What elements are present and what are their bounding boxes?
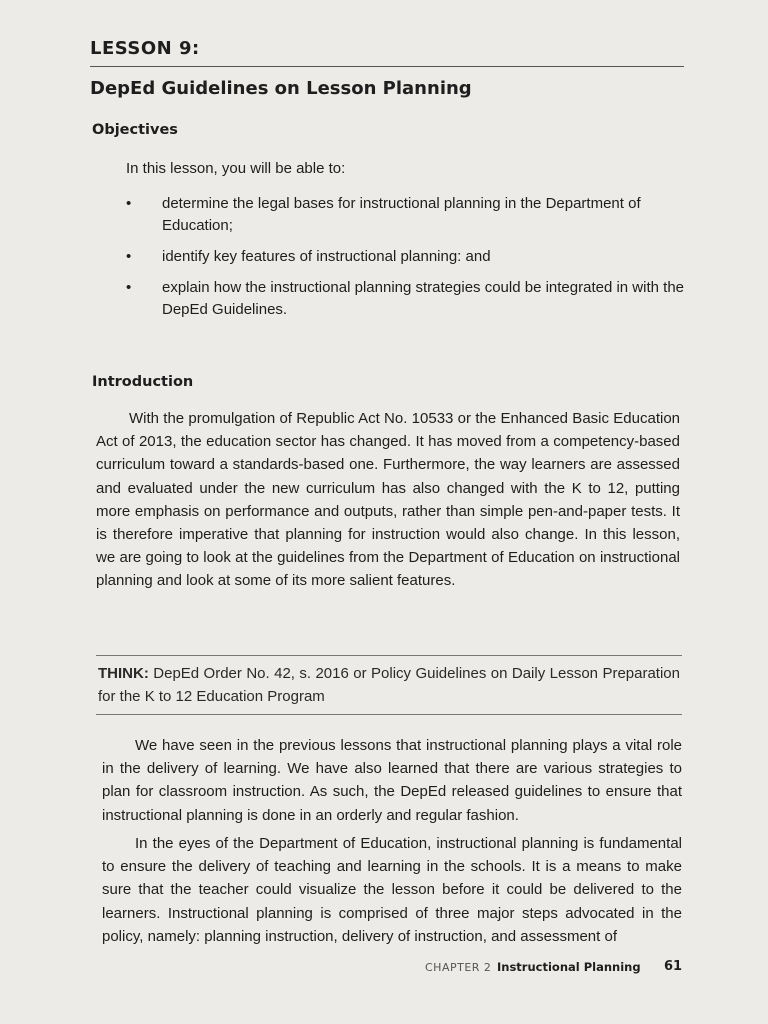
list-item <box>126 277 686 321</box>
think-label: THINK: <box>98 665 149 682</box>
objectives-list <box>126 193 686 330</box>
objective-text: explain how the instructional planning strategies could be integrated in with the DepEd Guidelines. <box>162 279 684 318</box>
bullet-icon: • <box>126 279 132 296</box>
think-top-rule <box>96 655 682 656</box>
lesson-label: LESSON 9: <box>90 38 200 59</box>
body-paragraph-1: We have seen in the previous lessons that instructional planning plays a vital role in the delivery of learning. We have also learned that there are various strategies to plan for classroom instruction. As such, the DepEd released guidelines to ensure that instructional planning is done in an orderly and regular fashion. <box>102 737 682 824</box>
bullet-icon: • <box>126 248 132 265</box>
objective-text: identify key features of instructional planning: and <box>162 248 491 265</box>
introduction-paragraph: With the promulgation of Republic Act No. 10533 or the Enhanced Basic Education Act of 2013, the education sector has changed. It has moved from a competency-based curriculum toward a standards-based one. Furthermore, the way learners are assessed and evaluated under the new curriculum has also changed with the K to 12, putting more emphasis on performance and outputs, rather than simple pen-and-paper tests. It is therefore imperative that planning for instruction would also change. In this lesson, we are going to look at the guidelines from the Department of Education on instructional planning and look at some of its more salient features. <box>96 410 680 590</box>
list-item <box>126 246 686 268</box>
footer-title: Instructional Planning <box>497 960 641 974</box>
objectives-heading: Objectives <box>92 122 178 138</box>
objective-text: determine the legal bases for instructional planning in the Department of Education; <box>162 195 641 234</box>
think-bottom-rule <box>96 714 682 715</box>
lesson-title: DepEd Guidelines on Lesson Planning <box>90 78 472 99</box>
footer-chapter: CHAPTER 2 <box>425 961 492 974</box>
objectives-lead: In this lesson, you will be able to: <box>126 160 346 177</box>
page-number: 61 <box>664 959 683 974</box>
think-box <box>98 662 680 708</box>
think-text: DepEd Order No. 42, s. 2016 or Policy Guidelines on Daily Lesson Preparation for the K to 12 Education Program <box>98 665 680 705</box>
introduction-heading: Introduction <box>92 374 194 390</box>
body-paragraph-2: In the eyes of the Department of Education, instructional planning is fundamental to ensure the delivery of teaching and learning in the schools. It is a means to make sure that the teacher could visualize the lesson before it could be delivered to the learners. Instructional planning is comprised of three major steps advocated in the policy, namely: planning instruction, delivery of instruction, and assessment of <box>102 835 682 945</box>
bullet-icon: • <box>126 195 132 212</box>
list-item <box>126 193 686 237</box>
header-rule <box>90 66 684 67</box>
